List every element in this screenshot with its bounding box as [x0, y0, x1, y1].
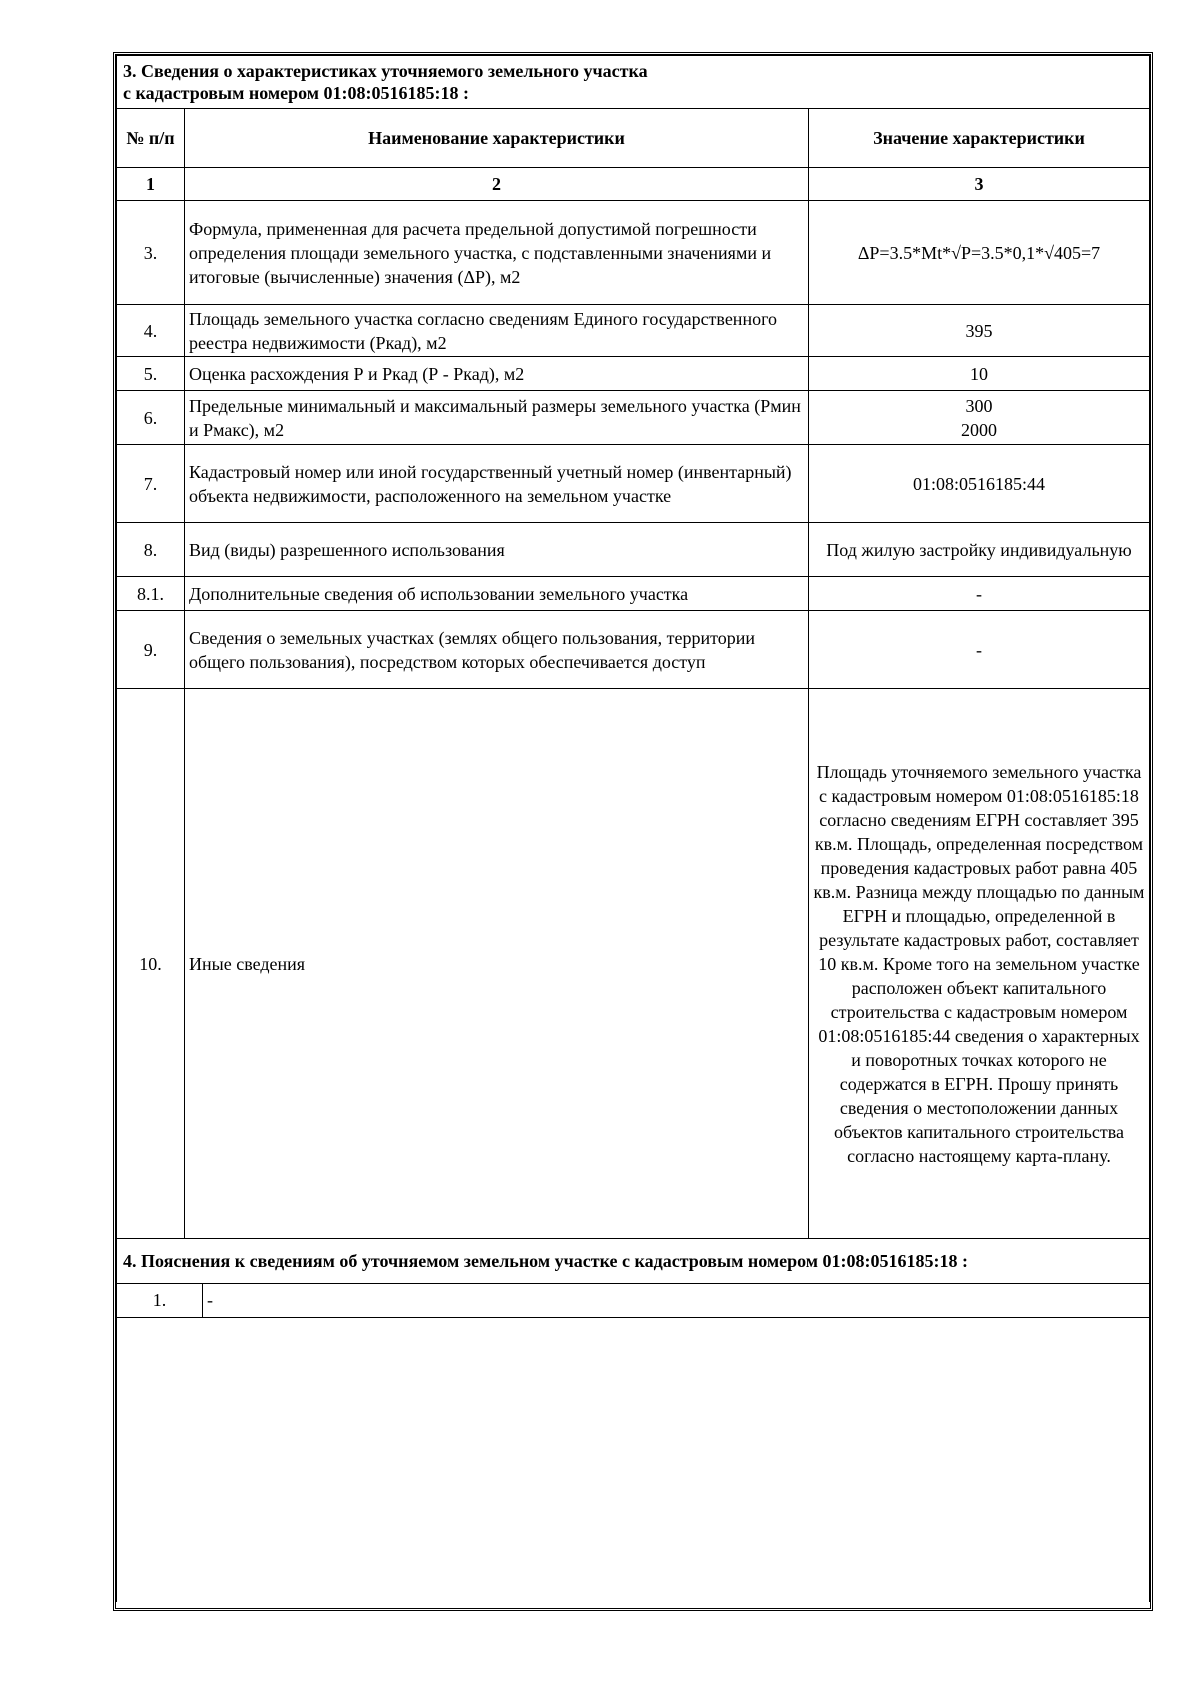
- header-name: Наименование характеристики: [185, 109, 809, 168]
- col-number-1: 1: [117, 168, 185, 201]
- row-value: 300 2000: [809, 391, 1150, 445]
- table-row: [117, 689, 1150, 1239]
- col-number-2: 2: [185, 168, 809, 201]
- row-num: 5.: [117, 357, 185, 391]
- row-value: -: [809, 611, 1150, 689]
- row-name: Вид (виды) разрешенного использования: [185, 523, 809, 577]
- section4-table: [116, 1239, 1150, 1602]
- row-name: Иные сведения: [185, 689, 809, 1239]
- table-row: [117, 445, 1150, 523]
- section3-title: [117, 56, 1150, 109]
- row-num: 7.: [117, 445, 185, 523]
- table-row: [117, 611, 1150, 689]
- col-number-3: 3: [809, 168, 1150, 201]
- row-num: 4.: [117, 305, 185, 357]
- row-name: Кадастровый номер или иной государственный учетный номер (инвентарный) объекта недвижимости, расположенного на земельном участке: [185, 445, 809, 523]
- row-value: 01:08:0516185:44: [809, 445, 1150, 523]
- row-num: 6.: [117, 391, 185, 445]
- table-row: [117, 305, 1150, 357]
- row-value: 10: [809, 357, 1150, 391]
- row-name: Площадь земельного участка согласно сведениям Единого государственного реестра недвижимости (Ркад), м2: [185, 305, 809, 357]
- row-num: 8.: [117, 523, 185, 577]
- section4-row-num: 1.: [117, 1283, 203, 1317]
- document-frame: [113, 52, 1153, 1611]
- row-num: 10.: [117, 689, 185, 1239]
- table-row: [117, 201, 1150, 305]
- section3-title-line1: 3. Сведения о характеристиках уточняемого земельного участка: [123, 61, 648, 81]
- row-num: 3.: [117, 201, 185, 305]
- row-name: Оценка расхождения Р и Ркад (Р - Ркад), м2: [185, 357, 809, 391]
- table-row: [117, 357, 1150, 391]
- row-name: Формула, примененная для расчета предельной допустимой погрешности определения площади земельного участка, с подставленными значениями и итоговые (вычисленные) значения (ΔP), м2: [185, 201, 809, 305]
- row-num: 9.: [117, 611, 185, 689]
- header-num: № п/п: [117, 109, 185, 168]
- row-name: Предельные минимальный и максимальный размеры земельного участка (Рмин и Рмакс), м2: [185, 391, 809, 445]
- section4-title: 4. Пояснения к сведениям об уточняемом земельном участке с кадастровым номером 01:08:0516185:18 :: [117, 1239, 1150, 1283]
- row-value: 395: [809, 305, 1150, 357]
- section4-row-text: -: [203, 1283, 1150, 1317]
- list-item: [117, 1283, 1150, 1317]
- row-value: -: [809, 577, 1150, 611]
- table-row: [117, 391, 1150, 445]
- header-value: Значение характеристики: [809, 109, 1150, 168]
- row-value: Площадь уточняемого земельного участка с кадастровым номером 01:08:0516185:18 согласно сведениям ЕГРН составляет 395 кв.м. Площадь, определенная посредством проведения кадастровых работ равна 405 кв.м. Разница между площадью по данным ЕГРН и площадью, определенной в результате кадастровых работ, составляет 10 кв.м. Кроме того на земельном участке расположен объект капитального строительства с кадастровым номером 01:08:0516185:44 сведения о характерных и поворотных точках которого не содержатся в ЕГРН. Прошу принять сведения о местоположении данных объектов капитального строительства согласно настоящему карта-плану.: [809, 689, 1150, 1239]
- row-num: 8.1.: [117, 577, 185, 611]
- section3-title-line2: с кадастровым номером 01:08:0516185:18 :: [123, 83, 470, 103]
- section3-table: [116, 55, 1150, 1239]
- row-name: Дополнительные сведения об использовании земельного участка: [185, 577, 809, 611]
- blank-area: [117, 1317, 1150, 1602]
- row-value: Под жилую застройку индивидуальную: [809, 523, 1150, 577]
- row-value: ΔP=3.5*Mt*√P=3.5*0,1*√405=7: [809, 201, 1150, 305]
- row-name: Сведения о земельных участках (землях общего пользования, территории общего пользования), посредством которых обеспечивается доступ: [185, 611, 809, 689]
- table-row: [117, 577, 1150, 611]
- table-row: [117, 523, 1150, 577]
